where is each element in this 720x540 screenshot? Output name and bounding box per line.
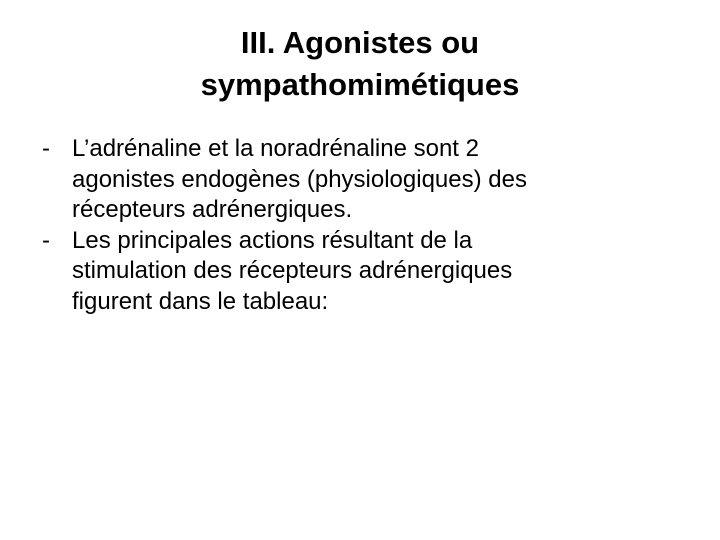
- slide-title-line-1: III. Agonistes ou: [240, 25, 480, 60]
- bullet-text-line: Les principales actions résultant de la: [72, 226, 473, 254]
- bullet-text-line: agonistes endogènes (physiologiques) des: [72, 165, 527, 193]
- bullet-text-line: figurent dans le tableau:: [72, 287, 329, 315]
- bullet-text-line: L’adrénaline et la noradrénaline sont 2: [72, 135, 479, 162]
- slide-title: [120, 22, 600, 106]
- bullet-text-line: stimulation des récepteurs adrénergiques: [72, 257, 513, 284]
- bullet-list: [42, 134, 682, 317]
- bullet-item: [42, 134, 682, 226]
- slide-title-line-2: sympathomimétiques: [200, 67, 520, 102]
- bullet-marker: -: [42, 135, 50, 162]
- bullet-marker: -: [42, 226, 50, 254]
- bullet-item: [42, 226, 682, 318]
- bullet-text-line: récepteurs adrénergiques.: [72, 196, 353, 223]
